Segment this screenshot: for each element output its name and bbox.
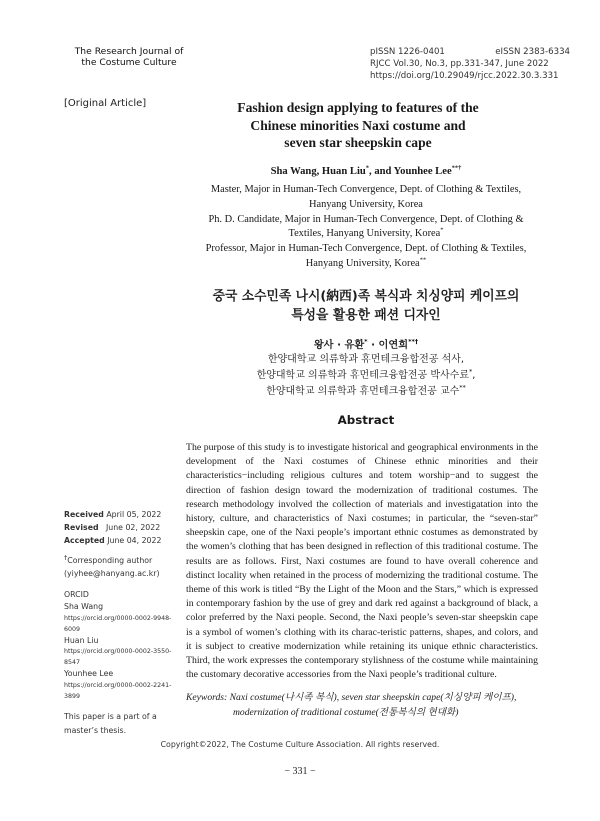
- affiliation-line: [186, 227, 546, 242]
- authors-ko-mark: **†: [408, 337, 419, 346]
- keywords-label: Keywords:: [186, 692, 230, 703]
- author-2-mark: *: [365, 164, 370, 172]
- doi-link[interactable]: https://doi.org/10.29049/rjcc.2022.30.3.331: [370, 71, 559, 81]
- affiliation-ko-text: 한양대학교 의류학과 휴먼테크융합전공 박사수료: [256, 370, 469, 382]
- paper-title-ko: [186, 288, 546, 325]
- orcid-name: Younhee Lee: [64, 669, 114, 678]
- keywords: [186, 691, 538, 721]
- received-date: [64, 508, 184, 521]
- volume-info: RJCC Vol.30, No.3, pp.331-347, June 2022: [370, 59, 549, 69]
- copyright: Copyright©2022, The Costume Culture Association. All rights reserved.: [160, 740, 440, 749]
- affiliation-mark: **: [419, 256, 427, 264]
- thesis-note-line2: master’s thesis.: [64, 725, 127, 735]
- pissn: pISSN 1226-0401: [370, 47, 445, 57]
- authors-ko-text: 왕사 · 유환: [313, 340, 365, 351]
- affiliation-text: Textiles, Hanyang University, Korea: [288, 228, 441, 240]
- revised-date: [64, 521, 184, 534]
- author-3: , and Younhee Lee: [369, 166, 452, 177]
- affiliation-ko-line: [186, 368, 546, 384]
- orcid-name: Sha Wang: [64, 602, 104, 611]
- authors-ko: [186, 336, 546, 351]
- affiliation-line: [186, 257, 546, 272]
- author-3-mark: **†: [451, 164, 462, 172]
- paper-title: [205, 99, 511, 152]
- accepted-date: [64, 534, 184, 547]
- affiliations-ko: [186, 352, 546, 401]
- sidebar: [64, 508, 184, 738]
- accepted-value: June 04, 2022: [107, 536, 162, 545]
- eissn: eISSN 2383-6334: [495, 47, 570, 57]
- page-number: − 331 −: [284, 766, 316, 777]
- thesis-note-line1: This paper is a part of a: [64, 711, 157, 721]
- affiliation-ko-line: 한양대학교 의류학과 휴먼테크융합전공 석사,: [267, 354, 465, 365]
- affiliation-ko-mark: **: [459, 384, 466, 393]
- abstract-heading: Abstract: [337, 413, 395, 427]
- keywords-line2: modernization of traditional costume(전통복식의 현대화): [233, 706, 459, 718]
- corresponding-email[interactable]: (yiyhee@hanyang.ac.kr): [64, 569, 160, 578]
- corresponding-author-label: [64, 555, 184, 567]
- affiliation-line: Ph. D. Candidate, Major in Human-Tech Convergence, Dept. of Clothing &: [208, 213, 524, 225]
- author-1: Sha Wang,: [270, 166, 322, 177]
- journal-name: [64, 46, 194, 68]
- revised-value: June 02, 2022: [106, 523, 161, 532]
- paper-title-ko-line2: 특성을 활용한 패션 디자인: [291, 307, 441, 323]
- affiliation-ko-mark: *: [468, 367, 473, 376]
- journal-name-line2: the Costume Culture: [81, 57, 177, 68]
- authors-ko-text: · 이연희: [367, 340, 409, 351]
- affiliation-line: Master, Major in Human-Tech Convergence, Dept. of Clothing & Textiles,: [210, 184, 522, 195]
- keywords-line1: Naxi costume(나시족 복식), seven star sheepskin cape(치싱양피 케이프),: [229, 692, 517, 703]
- orcid-link[interactable]: https://orcid.org/0000-0002-2241-3899: [64, 681, 172, 700]
- article-type: [Original Article]: [64, 98, 147, 109]
- authors-en: [186, 166, 546, 177]
- affiliation-ko-comma: ,: [472, 370, 476, 382]
- paper-title-line3: seven star sheepskin cape: [284, 135, 432, 150]
- accepted-label: Accepted: [64, 536, 105, 545]
- affiliation-ko-text: 한양대학교 의류학과 휴먼테크융합전공 교수: [266, 386, 460, 398]
- affiliation-line: Hanyang University, Korea: [309, 198, 423, 210]
- issn-row: [370, 46, 570, 58]
- corresponding-mark: †: [64, 553, 68, 562]
- affiliation-text: Hanyang University, Korea: [305, 257, 420, 269]
- received-label: Received: [64, 510, 104, 519]
- received-value: April 05, 2022: [106, 510, 162, 519]
- issn-block: [370, 46, 570, 82]
- paper-title-ko-line1: 중국 소수민족 나시(納西)족 복식과 치싱양피 케이프의: [212, 289, 520, 304]
- paper-title-line2: Chinese minorities Naxi costume and: [250, 117, 466, 133]
- orcid-name: Huan Liu: [64, 635, 99, 645]
- paper-title-line1: Fashion design applying to features of the: [237, 100, 479, 115]
- author-2: Huan Liu: [321, 166, 366, 177]
- affiliations-en: [186, 183, 546, 272]
- authors-ko-mark: *: [364, 337, 368, 346]
- orcid-link[interactable]: https://orcid.org/0000-0002-3550-8547: [64, 648, 172, 666]
- revised-label: Revised: [64, 523, 99, 532]
- orcid-heading: ORCID: [64, 590, 89, 599]
- corresponding-text: Corresponding author: [67, 556, 153, 565]
- journal-name-line1: The Research Journal of: [74, 46, 184, 57]
- affiliation-mark: *: [440, 226, 444, 234]
- affiliation-ko-line: [186, 384, 546, 400]
- affiliation-line: Professor, Major in Human-Tech Convergence, Dept. of Clothing & Textiles,: [205, 243, 527, 255]
- abstract-body: The purpose of this study is to investigate historical and geographical environments in the development of the Naxi costumes of Chinese ethnic minorities and their characteristics−including religious cultures and totem worship−and to suggest the direction of fashion design toward the modernization of traditional costumes. The research methodology involved the collection of materials and investigatation into the history, culture, and characteristics of Naxi costumes; in particular, the “seven-star” sheepskin cape, one of the Naxi people’s important ethnic costumes as demonstrated by the women’s clothing that has been designed in reflection of this traditional costume. The results are as follows. First, Naxi costumes are found to have overall coherence and distinct locality when retained in the process of modernizing the traditional costume. The theme of this work is titled “By the Light of the Moon and the Stars,” which is expressed in contemporary fashion by the use of grey and dark red against a background of black, a color preferred by the Naxi people. Second, the Naxi people’s seven-star sheepskin cape is a symbol of women’s clothing with its charac-teristic patterns, shapes, and colors, and it is subject to creative modernization while retaining its unique ethnic characteristics. Third, the work expresses the contemporary stylishness of the costume while maintaining the customary decorative accessories from the Naxi people’s traditional culture.: [186, 442, 538, 681]
- orcid-link[interactable]: https://orcid.org/0000-0002-9948-6009: [64, 614, 172, 633]
